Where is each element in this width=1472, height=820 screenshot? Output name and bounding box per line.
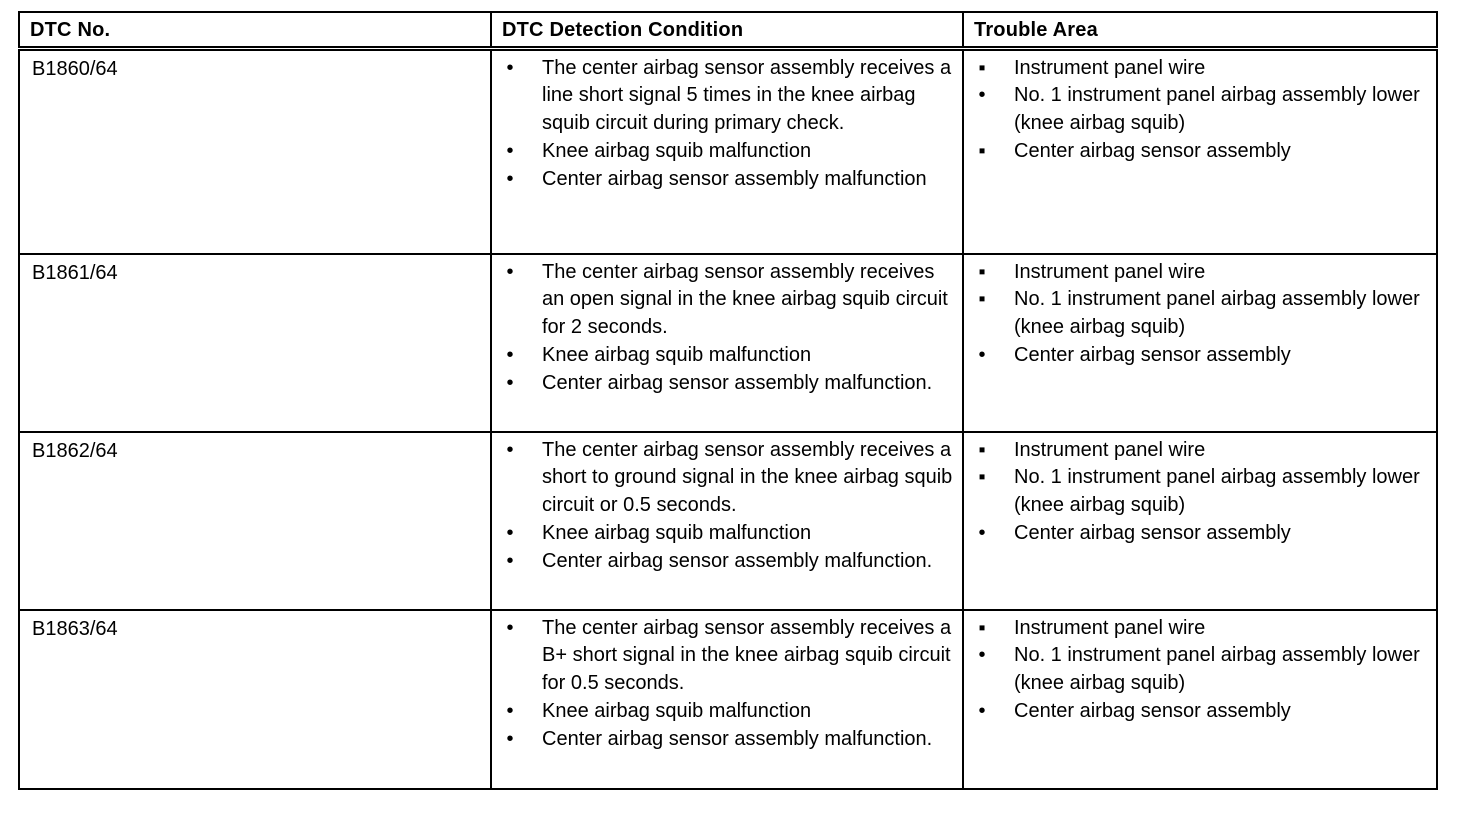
trouble-area-cell <box>963 254 1437 432</box>
bullet-icon: • <box>506 167 514 190</box>
detection-condition-cell <box>491 610 963 789</box>
list-item-text: Instrument panel wire <box>1014 438 1206 461</box>
list-item <box>964 138 1436 166</box>
bullet-icon: • <box>978 521 986 544</box>
header-trouble-area: Trouble Area <box>963 12 1437 48</box>
list-item-text: Instrument panel wire <box>1014 260 1206 283</box>
list-item <box>492 437 962 520</box>
list-item <box>492 138 962 166</box>
bullet-icon: ▪ <box>978 139 986 162</box>
trouble-list <box>964 611 1436 726</box>
list-item-text: Center airbag sensor assembly <box>1014 699 1291 722</box>
detection-condition-cell <box>491 48 963 254</box>
bullet-icon: ▪ <box>978 616 986 639</box>
bullet-icon: • <box>506 343 514 366</box>
table-row <box>19 254 1437 432</box>
header-detection-condition: DTC Detection Condition <box>491 12 963 48</box>
list-item-text: Center airbag sensor assembly malfunction. <box>542 371 933 394</box>
bullet-icon: • <box>506 727 514 750</box>
table-row <box>19 610 1437 789</box>
list-item-text: Knee airbag squib malfunction <box>542 699 812 722</box>
list-item <box>964 259 1436 287</box>
header-dtc-no: DTC No. <box>19 12 491 48</box>
trouble-list <box>964 255 1436 370</box>
bullet-icon: • <box>978 644 986 667</box>
list-item <box>492 342 962 370</box>
list-item <box>492 520 962 548</box>
condition-list <box>492 255 962 398</box>
bullet-icon: • <box>506 616 514 639</box>
list-item <box>964 615 1436 643</box>
list-item <box>492 55 962 138</box>
bullet-icon: • <box>506 371 514 394</box>
condition-list <box>492 433 962 576</box>
detection-condition-cell <box>491 432 963 610</box>
bullet-icon: ▪ <box>978 438 986 461</box>
table-row <box>19 48 1437 254</box>
list-item <box>964 82 1436 138</box>
list-item-text: No. 1 instrument panel airbag assembly lower (knee airbag squib) <box>1014 84 1420 135</box>
bullet-icon: • <box>506 521 514 544</box>
bullet-icon: • <box>978 84 986 107</box>
bullet-icon: ▪ <box>978 260 986 283</box>
list-item <box>964 55 1436 83</box>
list-item-text: Center airbag sensor assembly <box>1014 139 1291 162</box>
list-item-text: Instrument panel wire <box>1014 616 1206 639</box>
dtc-code: B1861/64 <box>19 254 491 432</box>
bullet-icon: ▪ <box>978 56 986 79</box>
list-item-text: No. 1 instrument panel airbag assembly lower (knee airbag squib) <box>1014 644 1420 695</box>
trouble-area-cell <box>963 432 1437 610</box>
trouble-list <box>964 51 1436 166</box>
bullet-icon: • <box>506 260 514 283</box>
list-item <box>492 259 962 342</box>
list-item-text: Center airbag sensor assembly malfunction <box>542 167 927 190</box>
bullet-icon: • <box>506 438 514 461</box>
list-item <box>964 286 1436 342</box>
list-item <box>492 698 962 726</box>
dtc-code: B1860/64 <box>19 48 491 254</box>
bullet-icon: • <box>978 343 986 366</box>
dtc-table <box>18 11 1438 790</box>
list-item-text: The center airbag sensor assembly receives an open signal in the knee airbag squib circuit for 2 seconds. <box>542 260 948 339</box>
trouble-area-cell <box>963 610 1437 789</box>
dtc-code: B1863/64 <box>19 610 491 789</box>
list-item <box>964 520 1436 548</box>
list-item-text: Center airbag sensor assembly malfunction. <box>542 727 933 750</box>
list-item <box>964 642 1436 698</box>
list-item <box>492 548 962 576</box>
bullet-icon: • <box>506 549 514 572</box>
detection-condition-cell <box>491 254 963 432</box>
bullet-icon: • <box>506 56 514 79</box>
list-item-text: Instrument panel wire <box>1014 56 1206 79</box>
list-item <box>492 615 962 698</box>
list-item-text: Center airbag sensor assembly <box>1014 343 1291 366</box>
list-item-text: Knee airbag squib malfunction <box>542 521 812 544</box>
list-item <box>492 370 962 398</box>
bullet-icon: • <box>506 139 514 162</box>
list-item-text: Knee airbag squib malfunction <box>542 343 812 366</box>
list-item-text: The center airbag sensor assembly receives a line short signal 5 times in the knee airbag squib circuit during primary check. <box>542 56 952 135</box>
list-item <box>964 437 1436 465</box>
bullet-icon: • <box>978 699 986 722</box>
condition-list <box>492 611 962 754</box>
trouble-area-cell <box>963 48 1437 254</box>
condition-list <box>492 51 962 194</box>
list-item-text: Center airbag sensor assembly <box>1014 521 1291 544</box>
dtc-code: B1862/64 <box>19 432 491 610</box>
header-row <box>19 12 1437 48</box>
trouble-list <box>964 433 1436 548</box>
list-item-text: No. 1 instrument panel airbag assembly lower (knee airbag squib) <box>1014 466 1420 517</box>
list-item-text: Knee airbag squib malfunction <box>542 139 812 162</box>
bullet-icon: ▪ <box>978 288 986 311</box>
list-item-text: Center airbag sensor assembly malfunction. <box>542 549 933 572</box>
list-item <box>492 726 962 754</box>
bullet-icon: • <box>506 699 514 722</box>
bullet-icon: ▪ <box>978 466 986 489</box>
list-item <box>492 166 962 194</box>
list-item-text: The center airbag sensor assembly receives a B+ short signal in the knee airbag squib circuit for 0.5 seconds. <box>542 616 952 695</box>
list-item-text: No. 1 instrument panel airbag assembly lower (knee airbag squib) <box>1014 288 1420 339</box>
table-row <box>19 432 1437 610</box>
list-item <box>964 698 1436 726</box>
list-item <box>964 464 1436 520</box>
list-item-text: The center airbag sensor assembly receives a short to ground signal in the knee airbag squib circuit or 0.5 seconds. <box>542 438 953 517</box>
list-item <box>964 342 1436 370</box>
